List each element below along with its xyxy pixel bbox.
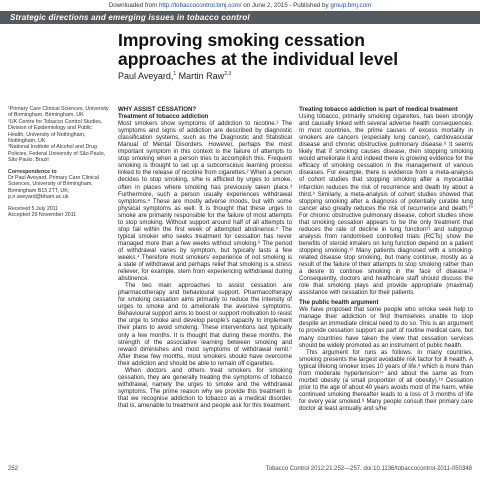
paragraph: This argument for runs as follows. In many countries, smoking presents the largest avoidable risk factor for ill health. A typical lifelong smoker loses 10 years of life,⁸ which is more than from moderate hypertension¹⁴ and about the same as from morbid obesity (a small proportion of all obesity).¹⁵ Cessation prior to the age of about 40 years avoids most of the harm, while continued smoking thereafter leads to a loss of 3 months of life for every year smoked.⁸ Many people consult their primary care doctor at least annually and s/he xyxy=(299,348,473,412)
sidebar-affiliations xyxy=(8,106,110,219)
paragraph: Most smokers show symptoms of addiction to nicotine.¹ The symptoms and signs of addiction are described by diagnostic classification systems, such as the Diagnostic and Statistical Manual of Mental Disorders. However, perhaps the most important symptom in this context is the failure of attempts to stop smoking when a person tries to accomplish this. Frequent smoking is thought to set up a subconscious learning process linked to the release of nicotine from cigarettes.² When a person decides to stop smoking, s/he is afflicted by urges to smoke, often in places where smoking has previously taken place.³ Furthermore, such a person usually experiences withdrawal symptoms.⁴ These are mostly adverse moods, but with some physical symptoms as well. It is thought that these urges to smoke are primarily responsible for the failure of most attempts to stop smoking. Without support around half of all attempts to stop fail within the first week of attempted abstinence.⁵ The typical smoker who seeks treatment for cessation has never managed more than a few weeks without smoking.⁶ The period of withdrawal varies by symptom, but typically lasts a few weeks.⁴ Therefore most smokers' experience of not smoking is a state of withdrawal and perhaps relief that smoking is a stress reliever, for example, stem from experiencing withdrawal during abstinence. xyxy=(118,120,292,283)
download-middle: on June 2, 2015 - Published by xyxy=(243,2,329,9)
publisher-link[interactable]: group.bmj.com xyxy=(330,2,372,9)
paragraph: When doctors and others treat smokers for smoking cessation, they are generally treating the symptoms of tobacco withdrawal, namely the urges to smoke and the withdrawal symptoms. The prime reason why we provide this treatment is that we recognise addiction to tobacco as a medical disorder, that is, amenable to treatment and people ask for this treatment. xyxy=(118,366,292,409)
paragraph: Using tobacco, primarily smoking cigarettes, has been strongly and causally linked with several adverse health consequences. In most countries, the prime causes of excess mortality in smokers are cancers (especially lung cancer), cardiovascular disease and chronic obstructive pulmonary disease.⁸ It seems likely that if smoking causes disease, then stopping smoking would ameliorate it and indeed there is growing evidence for the efficacy of smoking cessation in the management of various diseases. For example, there is evidence from a meta-analysis of cohort studies that stopping smoking after a myocardial infarction reduces the risk of recurrence and death by about a third.⁹ Similarly, a meta-analysis of cohort studies showed that stopping smoking after a diagnosis of potentially curable lung cancer also greatly reduces the risk of recurrence and death.¹⁰ For chronic obstructive pulmonary disease, cohort studies show that smoking cessation appears to be the only treatment that reduces the rate of decline in lung function¹¹ and subgroup analysis from randomised controlled trials (RCTs) show the benefits of steroid inhalers on lung function depend on a patient stopping smoking.¹² Many patients diagnosed with a smoking-related disease stop smoking, but many continue, mostly as a result of the failure of their attempts to stop smoking rather than a desire to continue smoking in the face of disease.¹³ Consequently, doctors and healthcare staff should discuss the role that smoking plays and provide appropriate (maximal) assistance with cessation for their patients. xyxy=(299,113,473,297)
author-list xyxy=(118,71,231,81)
subsection-heading: Treating tobacco addiction is part of medical treatment xyxy=(299,106,458,113)
correspondence-address: Dr Paul Aveyard, Primary Care Clinical Sciences, University of Birmingham, Birmingham B15 2TT, UK; p.n.aveyard@bham.ac.uk xyxy=(8,175,99,201)
article-title: Improving smoking cessation approaches at the individual level xyxy=(118,30,399,69)
body-column-1 xyxy=(118,106,292,409)
download-prefix: Downloaded from xyxy=(108,2,158,9)
accepted-date: Accepted 29 November 2011 xyxy=(8,212,77,219)
body-column-2 xyxy=(299,106,473,412)
author-name: Paul Aveyard, xyxy=(118,71,174,81)
correspondence-heading: Correspondence to xyxy=(8,168,57,175)
download-line xyxy=(0,2,480,9)
author-sup: 1 xyxy=(173,71,177,77)
subsection-heading: The public health argument xyxy=(299,299,379,307)
section-banner: Strategic directions and emerging issues in tobacco control xyxy=(0,11,480,24)
author-name: Martin Raw xyxy=(178,71,225,81)
received-date: Received 5 July 2011 xyxy=(8,205,59,212)
affiliation: ²UK Centre for Tobacco Control Studies, Division of Epidemiology and Public Health, University of Nottingham, Nottingham, UK xyxy=(8,118,103,145)
paragraph: The two main approaches to assist cessation are pharmacotherapy and behavioural support. Pharmacotherapy for smoking cessation aims primarily to reduce the intensity of urges to smoke and to ameliorate the aversive symptoms. Behavioural support aims to boost or support motivation to resist the urge to smoke and develop people's capacity to implement their plans to avoid smoking. These interventions last typically only a few months. It is thought that during these months, the strength of the associative learning between smoking and reward diminishes and most symptoms of withdrawal remit.⁷ After these few months, most smokers should have overcome their addiction and should be able to remain off cigarettes. xyxy=(118,282,292,367)
paragraph: We have proposed that some people who smoke seek help to manage their addiction or find themselves unable to stop despite an immediate clinical need to do so. This is an argument to provide cessation support as part of routine medical care, but many countries have taken the view that cessation services should be widely promoted as an instrument of public health. xyxy=(299,306,473,349)
section-heading: WHY ASSIST CESSATION? xyxy=(118,106,197,113)
affiliation: ¹Primary Care Clinical Sciences, University of Birmingham, Birmingham, UK xyxy=(8,106,109,119)
affiliation: ³National Institute of Alcohol and Drug Policies, Federal University of São Paulo, São Paulo, Brazil xyxy=(8,144,106,164)
author-sup: 2,3 xyxy=(224,71,232,77)
download-url-link[interactable]: http://tobaccocontrol.bmj.com/ xyxy=(158,2,242,9)
page-number: 252 xyxy=(8,466,19,472)
citation: Tobacco Control 2012;21:252—257. doi:10.1136/tobaccocontrol-2011-050348 xyxy=(265,466,472,472)
subsection-heading: Treatment of tobacco addiction xyxy=(118,113,209,121)
